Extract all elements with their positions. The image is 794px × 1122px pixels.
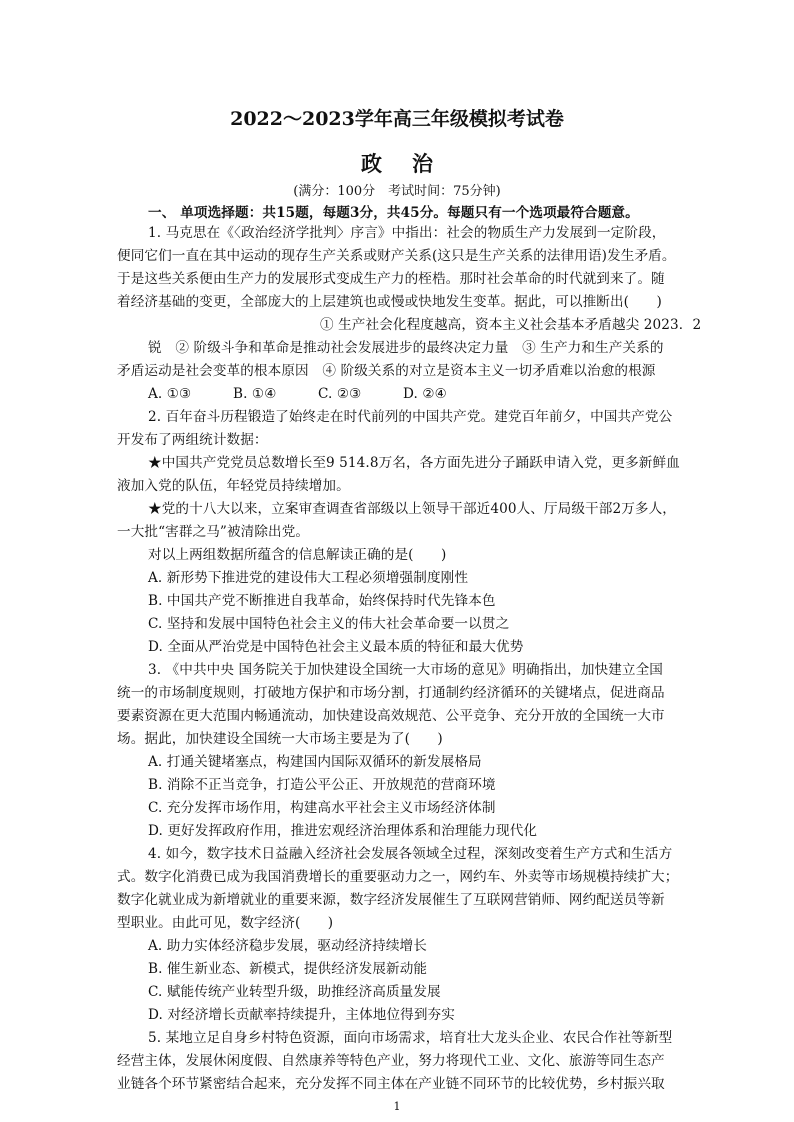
option-b: B. ①④ <box>233 386 277 402</box>
option-a: A. 新形势下推进党的建设伟大工程必须增强制度刚性 <box>148 570 469 586</box>
question-1-line: ① 生产社会化程度越高，资本主义社会基本矛盾越尖 2023．2 <box>320 317 702 333</box>
question-2-line: 2. 百年奋斗历程锻造了始终走在时代前列的中国共产党。建党百年前夕，中国共产党公 <box>148 409 673 425</box>
question-1-line: 1. 马克思在《〈政治经济学批判〉序言》中指出：社会的物质生产力发展到一定阶段， <box>148 225 666 241</box>
question-2-line: 液加入党的队伍，年轻党员持续增加。 <box>117 478 350 494</box>
question-1-line: 矛盾运动是社会变革的根本原因 ④ 阶级关系的对立是资本主义一切矛盾难以治愈的根源 <box>117 363 656 379</box>
section-heading: 一、 单项选择题：共15题，每题3分，共45分。每题只有一个选项最符合题意。 <box>148 205 639 221</box>
question-2-line: 一大批“害群之马”被清除出党。 <box>117 524 310 540</box>
question-5-line: 业链各个环节紧密结合起来，充分发挥不同主体在产业链不同环节的比较优势，乡村振兴取 <box>117 1076 665 1092</box>
option-b: B. 中国共产党不断推进自我革命，始终保持时代先锋本色 <box>148 593 496 609</box>
question-4-line: 型职业。由此可见，数字经济( ) <box>117 915 334 931</box>
exam-meta: (满分：100分 考试时间：75分钟) <box>293 184 501 199</box>
question-5-line: 经营主体，发展休闲度假、自然康养等特色产业，努力将现代工业、文化、旅游等同生态产 <box>117 1053 665 1069</box>
question-4-line: 式。数字化消费已成为我国消费增长的重要驱动力之一，网约车、外卖等市场规模持续扩大； <box>117 869 679 885</box>
question-5-line: 5. 某地立足自身乡村特色资源，面向市场需求，培育壮大龙头企业、农民合作社等新型 <box>148 1030 673 1046</box>
question-2-line: ★中国共产党党员总数增长至9 514.8万名，各方面先进分子踊跃申请入党，更多新鲜血 <box>148 455 680 471</box>
question-1-line: 着经济基础的变更，全部庞大的上层建筑也或慢或快地发生变革。据此，可以推断出( ) <box>117 294 662 310</box>
question-2-line: 对以上两组数据所蕴含的信息解读正确的是( ) <box>148 547 447 563</box>
option-c: C. 赋能传统产业转型升级，助推经济高质量发展 <box>148 984 441 1000</box>
option-c: C. 坚持和发展中国特色社会主义的伟大社会革命要一以贯之 <box>148 616 510 632</box>
page-number: 1 <box>393 1100 401 1113</box>
question-3-line: 3. 《中共中央 国务院关于加快建设全国统一大市场的意见》明确指出，加快建立全国 <box>148 662 663 678</box>
question-4-line: 数字化就业成为新增就业的重要来源，数字经济发展催生了互联网营销师、网约配送员等新 <box>117 892 665 908</box>
question-2-line: ★党的十八大以来，立案审查调查省部级以上领导干部近400人、厅局级干部2万多人， <box>148 501 676 517</box>
question-3-line: 要素资源在更大范围内畅通流动，加快建设高效规范、公平竞争、充分开放的全国统一大市 <box>117 708 665 724</box>
exam-title: 2022～2023学年高三年级模拟考试卷 <box>230 108 564 130</box>
question-1-line: 锐 ② 阶级斗争和革命是推动社会发展进步的最终决定力量 ③ 生产力和生产关系的 <box>148 340 664 356</box>
option-b: B. 消除不正当竞争，打造公平公正、开放规范的营商环境 <box>148 777 496 793</box>
question-2-line: 开发布了两组统计数据： <box>117 432 268 448</box>
question-1-line: 于是这些关系便由生产力的发展形式变成生产力的桎梏。那时社会革命的时代就到来了。随 <box>117 271 665 287</box>
option-a: A. 打通关键堵塞点，构建国内国际双循环的新发展格局 <box>148 754 482 770</box>
subject-title: 政治 <box>361 151 463 176</box>
option-d: D. 全面从严治党是中国特色社会主义最本质的特征和最大优势 <box>148 639 524 655</box>
question-3-line: 场。据此，加快建设全国统一大市场主要是为了( ) <box>117 731 443 747</box>
question-4-line: 4. 如今，数字技术日益融入经济社会发展各领域全过程，深刻改变着生产方式和生活方 <box>148 846 673 862</box>
option-a: A. ①③ <box>148 386 192 402</box>
option-c: C. ②③ <box>318 386 362 402</box>
option-d: D. ②④ <box>403 386 447 402</box>
option-a: A. 助力实体经济稳步发展，驱动经济持续增长 <box>148 938 427 954</box>
option-c: C. 充分发挥市场作用，构建高水平社会主义市场经济体制 <box>148 800 496 816</box>
question-3-line: 统一的市场制度规则，打破地方保护和市场分割，打通制约经济循环的关键堵点，促进商品 <box>117 685 665 701</box>
option-d: D. 更好发挥政府作用，推进宏观经济治理体系和治理能力现代化 <box>148 823 538 839</box>
option-d: D. 对经济增长贡献率持续提升，主体地位得到夯实 <box>148 1007 455 1023</box>
question-1-line: 便同它们一直在其中运动的现存生产关系或财产关系(这只是生产关系的法律用语)发生矛盾。 <box>117 248 676 264</box>
option-b: B. 催生新业态、新模式，提供经济发展新动能 <box>148 961 428 977</box>
